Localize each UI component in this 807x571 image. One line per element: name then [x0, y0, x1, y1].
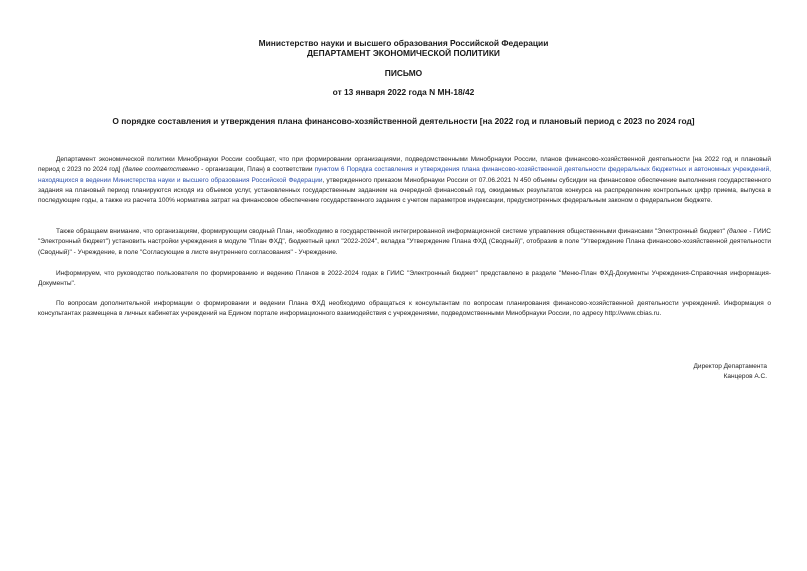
paragraph-1-text-a: Департамент экономической политики Минобрнауки России сообщает, что при формировании организациями, подведомственными Минобрнауки России, планов финансово-хозяйственной деятельности [на 2022 год и плановый период с 2023 по 2024 год]: [38, 156, 771, 174]
paragraph-2-text-a: Также обращаем внимание, что организациям, формирующим сводный План, необходимо в государственной интегрированной информационной системе управления общественными финансами "Электронный бюджет": [56, 228, 728, 235]
paragraph-1: [38, 155, 771, 206]
paragraph-2-italic: (далее: [727, 228, 748, 235]
signature-title: Директор Департамента: [693, 363, 767, 370]
document-type: ПИСЬМО: [384, 68, 423, 78]
paragraph-2-text-c: - ГИИС "Электронный бюджет") установить настройки учреждения в модуле "План ФХД", бюджетный цикл "2022-2024", вкладка "Утверждение Плана ФХД (Сводный)", отобразив в поле "Утверждение Плана финансово-хозяйственной деятельности (Сводный)" - Учреждение, в поле "Согласующие в листе внутреннего согласования" - Учреждение.: [38, 228, 771, 256]
ministry-name: Министерство науки и высшего образования Российской Федерации: [258, 38, 549, 48]
document-subject: О порядке составления и утверждения плана финансово-хозяйственной деятельности [на 2022 год и плановый период с 2023 по 2024 год]: [112, 116, 695, 126]
paragraph-1-text-c: - организации, План) в соответствии: [199, 166, 315, 174]
paragraph-1-italic: (далее соответственно: [122, 166, 200, 174]
paragraph-4: По вопросам дополнительной информации о формировании и ведении Плана ФХД необходимо обращаться к консультантам по вопросам планирования финансово-хозяйственной деятельности учреждений. Информация о консультантах размещена в личных кабинетах учреждений на Едином портале информационного взаимодействия с учреждениями, подведомственными Минобрнауки России, по адресу http://www.cbias.ru.: [38, 300, 771, 318]
document-date-number: от 13 января 2022 года N МН-18/42: [332, 87, 475, 97]
order-reference-link[interactable]: пунктом 6 Порядка составления и утверждения плана финансово-хозяйственной деятельности федеральных бюджетных и автономных учреждений, находящихся в ведении Министерства науки и высшего образования Российской Федерации: [38, 166, 772, 184]
paragraph-3: Информируем, что руководство пользователя по формированию и ведению Планов в 2022-2024 годах в ГИИС "Электронный бюджет" представлено в разделе "Меню-План ФХД-Документы Учреждения-Справочная информация-Документы".: [38, 270, 771, 288]
paragraph-1-text-d: , утвержденного приказом Минобрнауки России от 07.06.2021 N 450 объемы субсидии на финансовое обеспечение выполнения государственного задания на плановый период планируются исходя из объемов услуг, установленных государственным заданием на очередной финансовый год, ожидаемых результатов конкурса на распределение контрольных цифр приема, выпуска в последующие годы, а также из расчета 100% норматива затрат на финансовое обеспечение государственного задания с учетом параметров индексации, предусмотренных федеральным законом о федеральном бюджете.: [38, 176, 771, 205]
paragraph-2: [38, 227, 771, 258]
department-name: ДЕПАРТАМЕНТ ЭКОНОМИЧЕСКОЙ ПОЛИТИКИ: [307, 48, 500, 58]
signature-name: Канцеров А.С.: [723, 373, 767, 380]
